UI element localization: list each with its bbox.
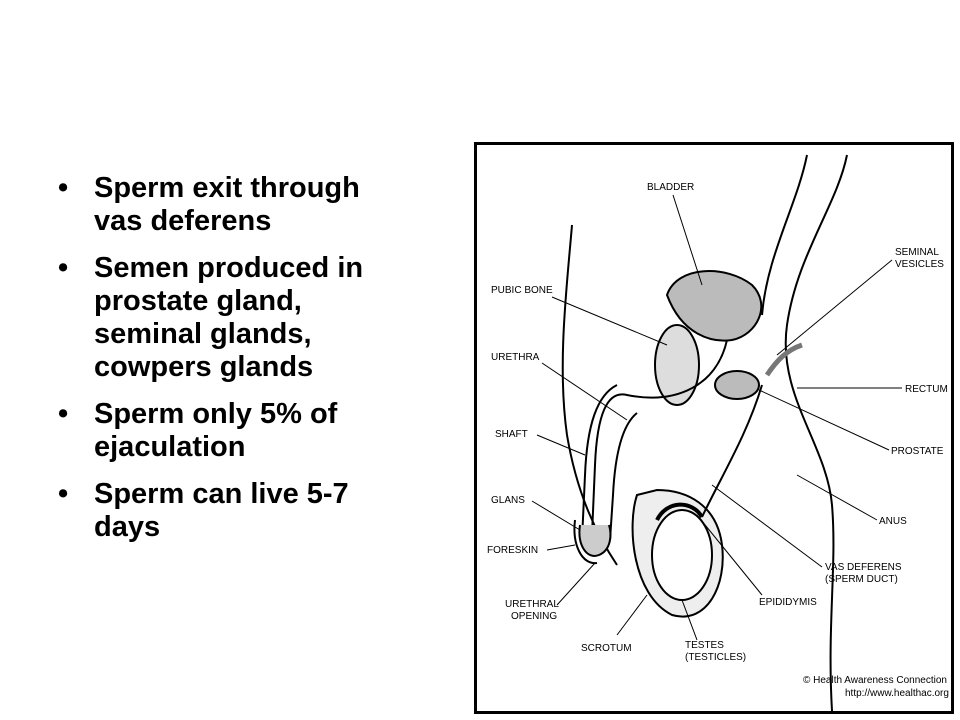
glans-leader (532, 501, 580, 530)
back-outline (786, 155, 847, 711)
seminal-vesicle-shape (767, 345, 802, 375)
bullet-text-line: cowpers glands (94, 351, 314, 383)
anatomy-diagram (477, 145, 951, 711)
bullet-item (58, 172, 458, 238)
bullet-text-line: Sperm exit through (94, 172, 360, 204)
scrotum-leader (617, 595, 647, 635)
scrotum-label: SCROTUM (581, 643, 632, 654)
credit-url: http://www.healthac.org (845, 688, 949, 699)
bladder-leader (673, 195, 702, 285)
urethral-opening-label-2: OPENING (511, 611, 558, 622)
bullet-item (58, 398, 458, 464)
bladder-label: BLADDER (647, 182, 695, 193)
bullet-text-line: vas deferens (94, 205, 272, 237)
urethra-label: URETHRA (491, 352, 540, 363)
seminal-vesicles-label-2: VESICLES (895, 259, 944, 270)
bullet-item (58, 478, 458, 544)
shaft-leader (537, 435, 585, 455)
vas-deferens-label: VAS DEFERENS (825, 562, 902, 573)
testis-shape (652, 510, 712, 600)
anatomy-diagram-frame (474, 142, 954, 714)
glans-shape (579, 525, 610, 556)
seminal-vesicles-label: SEMINAL (895, 247, 939, 258)
bullet-text-line: Sperm can live 5-7 (94, 478, 349, 510)
seminal-vesicles-leader (777, 260, 892, 355)
bullet-text-line: ejaculation (94, 431, 246, 463)
prostate-label: PROSTATE (891, 446, 944, 457)
pubic-bone-leader (552, 297, 667, 345)
bullet-text-line: prostate gland, (94, 285, 302, 317)
bullet-dot: • (58, 172, 69, 204)
shaft-label: SHAFT (495, 429, 528, 440)
vas-deferens-leader (712, 485, 822, 567)
bullet-dot: • (58, 398, 69, 430)
pubic-bone-label: PUBIC BONE (491, 285, 553, 296)
prostate-leader (759, 390, 889, 450)
bullet-item (58, 252, 458, 384)
testes-label-2: (TESTICLES) (685, 652, 747, 663)
urethra-leader (542, 363, 627, 420)
credit-line: © Health Awareness Connection (803, 675, 947, 686)
foreskin-leader (547, 545, 575, 550)
urethral-opening-label: URETHRAL (505, 599, 559, 610)
testes-label: TESTES (685, 640, 724, 651)
bullet-text-line: Sperm only 5% of (94, 398, 338, 430)
bullet-dot: • (58, 252, 69, 284)
anus-label: ANUS (879, 516, 907, 527)
prostate-shape (715, 371, 759, 399)
bullet-dot: • (58, 478, 69, 510)
pubic-bone-shape (655, 325, 699, 405)
bullet-text-line: days (94, 511, 161, 543)
urethral-opening-leader (557, 563, 595, 605)
glans-label: GLANS (491, 495, 525, 506)
rectum-label: RECTUM (905, 384, 948, 395)
vas-deferens-path (702, 385, 762, 517)
anus-leader (797, 475, 877, 520)
bullet-list (58, 172, 458, 558)
bullet-text-line: seminal glands, (94, 318, 312, 350)
vas-deferens-label-2: (SPERM DUCT) (825, 574, 898, 585)
rectum-outline (762, 155, 807, 315)
epididymis-label: EPIDIDYMIS (759, 597, 817, 608)
bullet-text-line: Semen produced in (94, 252, 364, 284)
foreskin-label: FORESKIN (487, 545, 539, 556)
